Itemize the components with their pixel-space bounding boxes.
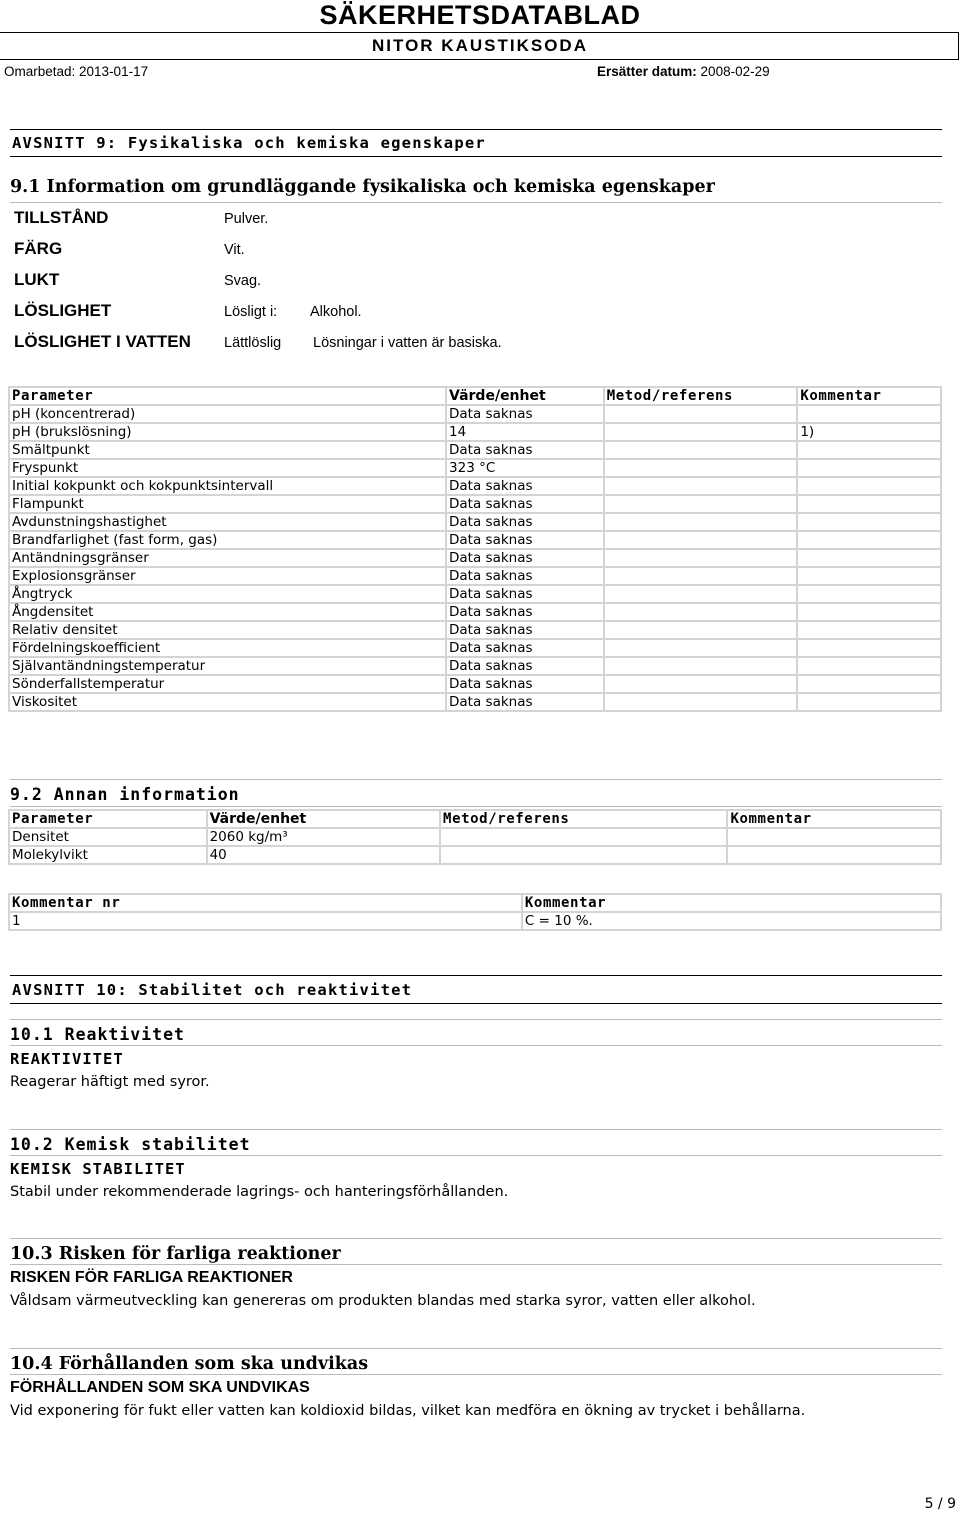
subsection-heading: 10.3 Risken för farliga reaktioner [10,1244,341,1264]
table-cell: Data saknas [446,513,604,531]
table-header-row [9,387,941,405]
table-cell: Viskositet [9,693,446,711]
table-row [9,495,941,513]
table-row [9,675,941,693]
table-cell: Initial kokpunkt och kokpunktsintervall [9,477,446,495]
table-cell: Molekylvikt [9,846,207,864]
table-cell [797,585,941,603]
property-label: LÖSLIGHET [14,301,112,320]
table-row [9,567,941,585]
subsection-rule [10,1155,942,1156]
property-label: LUKT [14,270,60,289]
subsection-top-rule [10,1348,942,1349]
revised-date: Omarbetad: 2013-01-17 [4,64,149,79]
subsection-text: Reagerar häftigt med syror. [10,1074,210,1090]
property-label: FÄRG [14,239,63,258]
table-cell [604,495,798,513]
replaces-date-field [597,64,770,79]
column-header: Parameter [9,387,446,405]
table-cell: 40 [207,846,440,864]
property-row [14,331,714,355]
table-cell: Fördelningskoefficient [9,639,446,657]
table-cell: Ångdensitet [9,603,446,621]
table-cell [440,828,727,846]
column-header: Kommentar nr [9,894,522,912]
table-cell: Data saknas [446,441,604,459]
table-cell: Sönderfallstemperatur [9,675,446,693]
subsection-9-1-title: 9.1 Information om grundläggande fysikaliska och kemiska egenskaper [10,177,715,197]
table-cell [797,549,941,567]
table-cell: Data saknas [446,621,604,639]
subsection-top-rule [10,1129,942,1130]
table-row [9,531,941,549]
property-row [14,300,714,324]
column-header: Parameter [9,810,207,828]
subsection-label: FÖRHÅLLANDEN SOM SKA UNDVIKAS [10,1379,310,1396]
table-cell: pH (koncentrerad) [9,405,446,423]
subsection-top-rule [10,1238,942,1239]
subsection-top-rule [10,1019,942,1020]
table-row [9,828,941,846]
table-cell [604,441,798,459]
table-row [9,693,941,711]
table-cell: Data saknas [446,477,604,495]
table-cell: Densitet [9,828,207,846]
column-header: Kommentar [522,894,941,912]
table-cell: Data saknas [446,405,604,423]
subsection-9-2-title: 9.2 Annan information [10,785,240,804]
subsection-rule [10,1045,942,1046]
subsection-heading: 10.1 Reaktivitet [10,1025,185,1044]
table-cell: Flampunkt [9,495,446,513]
table-header-row [9,810,941,828]
subsection-heading: 10.4 Förhållanden som ska undvikas [10,1354,369,1374]
column-header: Värde/enhet [446,387,604,405]
other-info-table [8,809,942,865]
column-header: Metod/referens [604,387,798,405]
table-row [9,639,941,657]
table-cell: Data saknas [446,495,604,513]
table-row [9,423,941,441]
table-row [9,912,941,930]
table-cell [440,846,727,864]
table-cell [604,459,798,477]
table-row [9,549,941,567]
table-row [9,846,941,864]
table-cell: C = 10 %. [522,912,941,930]
table-cell: Data saknas [446,675,604,693]
table-cell: Data saknas [446,585,604,603]
table-cell [797,513,941,531]
section10-bottom-rule [10,1003,942,1004]
property-value: Lösligt i: [224,304,278,320]
table-cell: 1) [797,423,941,441]
table-cell [797,675,941,693]
table-cell: Självantändningstemperatur [9,657,446,675]
table-cell [604,693,798,711]
table-cell: 2060 kg/m³ [207,828,440,846]
table-row [9,459,941,477]
section9-top-rule [10,129,942,130]
table-cell [797,459,941,477]
table-cell [604,423,798,441]
property-value: Pulver. [224,211,269,227]
table-cell [797,405,941,423]
table-row [9,657,941,675]
property-row [14,207,714,231]
subsection-label: REAKTIVITET [10,1050,124,1068]
replaces-date: 2008-02-29 [700,64,770,79]
table-cell: pH (brukslösning) [9,423,446,441]
section10-title: AVSNITT 10: Stabilitet och reaktivitet [12,981,413,999]
comments-table [8,893,942,931]
property-row [14,269,714,293]
table-cell [797,477,941,495]
table-cell [604,603,798,621]
table-cell [797,531,941,549]
property-label: LÖSLIGHET I VATTEN [14,332,191,351]
property-label: TILLSTÅND [14,208,109,227]
table-cell: Data saknas [446,693,604,711]
subsection-rule [10,1264,942,1265]
table-cell [797,567,941,585]
table-cell [604,513,798,531]
subsection-9-1-rule [10,202,942,203]
table-row [9,405,941,423]
table-cell [797,639,941,657]
property-row [14,238,714,262]
table-row [9,477,941,495]
table-cell: Explosionsgränser [9,567,446,585]
table-cell: Data saknas [446,639,604,657]
table-cell [604,585,798,603]
document-title: SÄKERHETSDATABLAD [319,0,641,30]
subsection-label: KEMISK STABILITET [10,1160,186,1178]
table-header-row [9,894,941,912]
product-name: NITOR KAUSTIKSODA [372,36,588,55]
subsection-text: Vid exponering för fukt eller vatten kan koldioxid bildas, vilket kan medföra en ökning av trycket i behållarna. [10,1403,806,1419]
subsection-9-2-rule [10,806,942,807]
section9-bottom-rule [10,156,942,157]
column-header: Kommentar [797,387,941,405]
table-row [9,513,941,531]
table-cell: Ångtryck [9,585,446,603]
table-cell [604,405,798,423]
table-row [9,441,941,459]
table-cell [604,675,798,693]
table-cell: Data saknas [446,549,604,567]
table-row [9,621,941,639]
table-cell [727,828,941,846]
subsection-9-2-top-rule [10,779,942,780]
table-cell [604,657,798,675]
table-cell [797,693,941,711]
table-cell: 323 °C [446,459,604,477]
property-value: Svag. [224,273,262,289]
table-cell: Data saknas [446,567,604,585]
table-cell [604,639,798,657]
replaces-label: Ersätter datum: [597,64,697,79]
table-cell: Fryspunkt [9,459,446,477]
table-cell: Avdunstningshastighet [9,513,446,531]
property-extra: Alkohol. [310,304,362,320]
column-header: Metod/referens [440,810,727,828]
table-cell: Brandfarlighet (fast form, gas) [9,531,446,549]
subsection-text: Våldsam värmeutveckling kan genereras om produkten blandas med starka syror, vatten eller alkohol. [10,1293,756,1309]
table-cell [797,603,941,621]
column-header: Värde/enhet [207,810,440,828]
section9-title: AVSNITT 9: Fysikaliska och kemiska egenskaper [12,134,486,152]
table-cell [604,621,798,639]
subsection-heading: 10.2 Kemisk stabilitet [10,1135,251,1154]
table-row [9,585,941,603]
table-row [9,603,941,621]
table-cell: Antändningsgränser [9,549,446,567]
section10-top-rule [10,975,942,976]
table-cell [727,846,941,864]
column-header: Kommentar [727,810,941,828]
property-value: Lättlöslig [224,335,282,351]
subsection-text: Stabil under rekommenderade lagrings- och hanteringsförhållanden. [10,1184,509,1200]
table-cell: 1 [9,912,522,930]
page-number: 5 / 9 [924,1496,956,1512]
table-cell: Data saknas [446,531,604,549]
table-cell [797,495,941,513]
table-cell: Data saknas [446,657,604,675]
table-cell [604,531,798,549]
table-cell [604,567,798,585]
subsection-label: RISKEN FÖR FARLIGA REAKTIONER [10,1269,293,1286]
table-cell [797,441,941,459]
table-cell [604,477,798,495]
table-cell [797,657,941,675]
table-cell [797,621,941,639]
subsection-rule [10,1374,942,1375]
property-extra: Lösningar i vatten är basiska. [313,335,502,351]
properties-table [8,386,942,712]
table-cell: Smältpunkt [9,441,446,459]
table-cell: 14 [446,423,604,441]
table-cell: Data saknas [446,603,604,621]
table-cell: Relativ densitet [9,621,446,639]
table-cell [604,549,798,567]
property-value: Vit. [224,242,245,258]
